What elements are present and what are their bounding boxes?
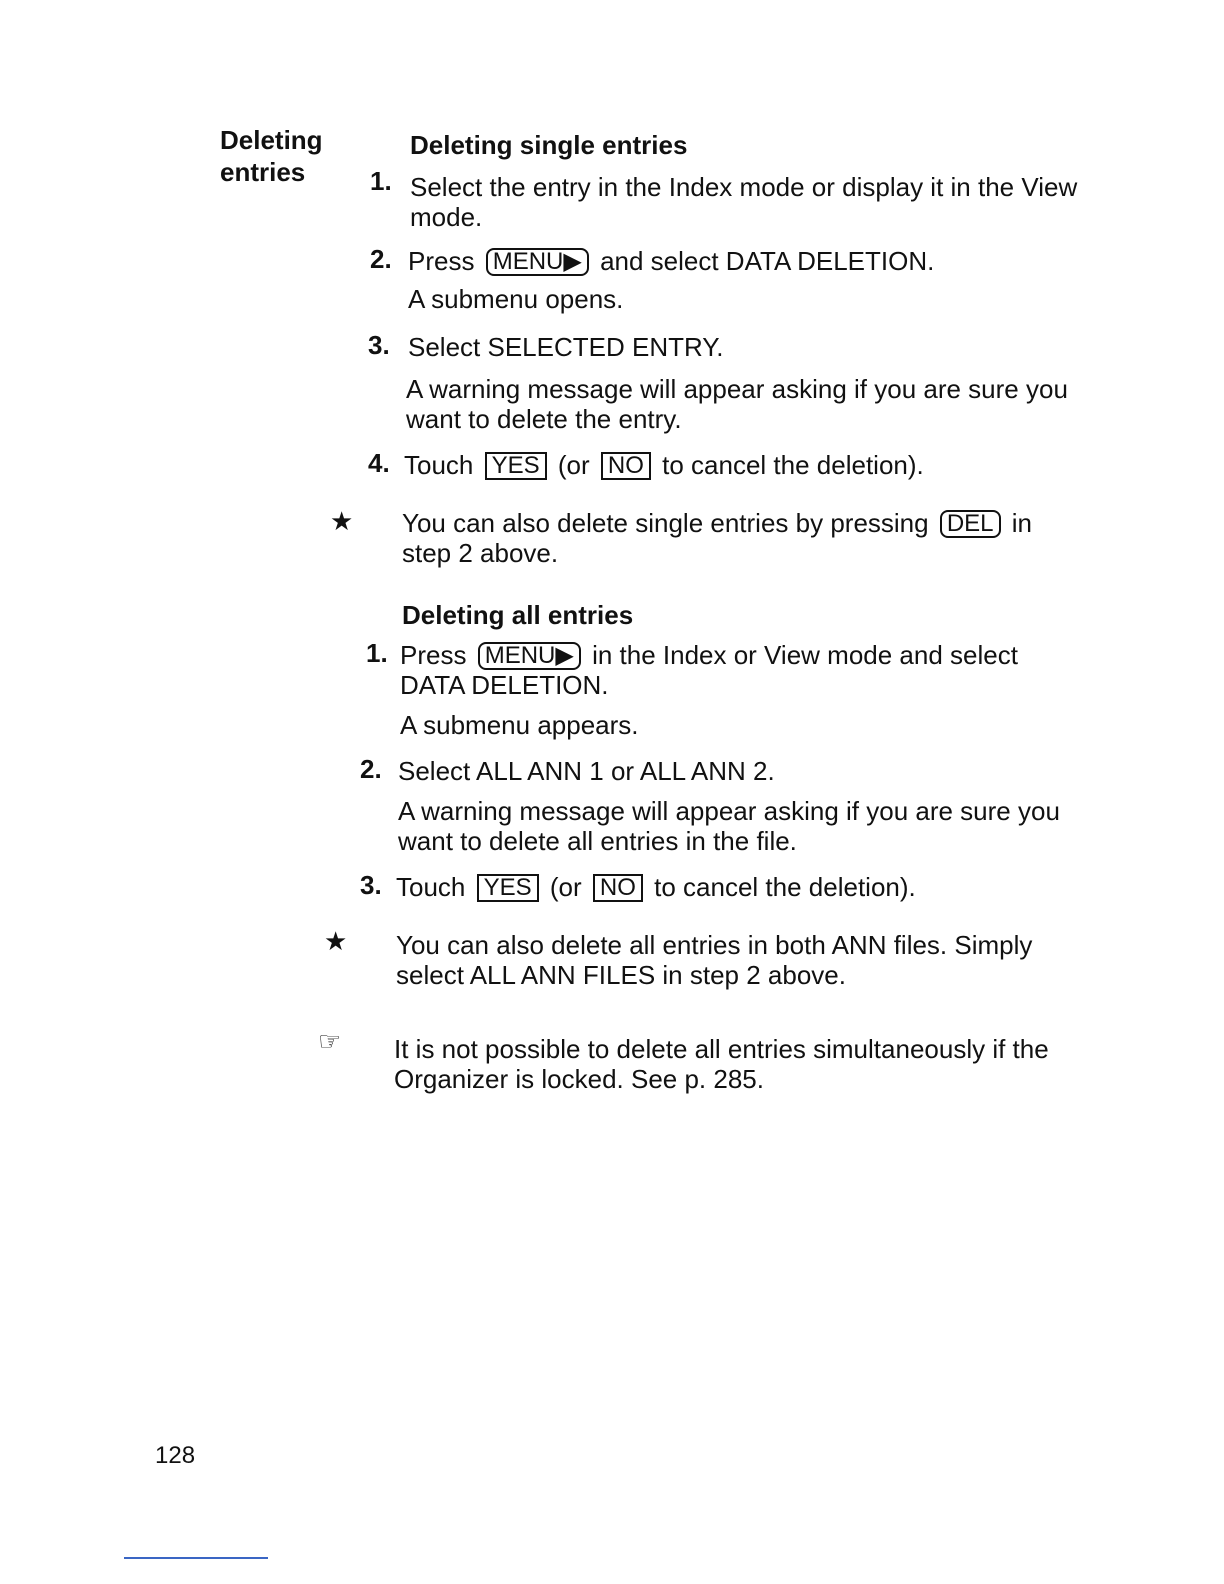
menu-key: MENU▶ [486,248,589,276]
step-text [396,872,1076,902]
step-text [408,246,1088,276]
step-number: 4. [368,448,390,478]
step-number: 3. [368,330,390,360]
step-text-pre: Press [408,246,475,276]
step-number: 3. [360,870,382,900]
step-text-mid: (or [549,872,582,902]
step-text-post: and select DATA DELETION. [600,246,935,276]
star-icon: ★ [330,506,354,536]
step-number: 2. [360,754,382,784]
side-heading-line-1: Deleting [220,125,323,155]
step-number: 1. [366,638,388,668]
step-subtext: A warning message will appear asking if you are sure you want to delete the entry. [406,374,1068,434]
step-subtext: A submenu opens. [408,284,624,314]
step-text [400,640,1060,700]
step-text: Select SELECTED ENTRY. [408,332,724,362]
section-title-all: Deleting all entries [402,600,634,630]
page-number: 128 [155,1442,196,1469]
pointing-hand-icon: ☞ [318,1026,342,1056]
footer-rule [124,1557,268,1559]
step-text-post: to cancel the deletion). [654,872,916,902]
no-key: NO [593,874,643,902]
step-text-mid: (or [557,450,590,480]
step-text-pre: Press [400,640,467,670]
tip-text [402,508,1082,568]
step-number: 2. [370,244,392,274]
no-key: NO [601,452,651,480]
step-subtext: A submenu appears. [400,710,639,740]
step-number: 1. [370,166,392,196]
side-heading-line-2: entries [220,157,306,187]
step-text-post: in the Index or View mode and select DATA DELETION. [400,640,1018,700]
step-text [404,450,1084,480]
tip-text-pre: You can also delete single entries by pressing [402,508,929,538]
yes-key: YES [477,874,539,902]
menu-key: MENU▶ [478,642,581,670]
side-heading [220,124,323,188]
del-key: DEL [940,510,1001,538]
step-subtext: A warning message will appear asking if you are sure you want to delete all entries in the file. [398,796,1060,856]
star-icon: ★ [324,926,348,956]
step-text-pre: Touch [404,450,474,480]
step-text: Select ALL ANN 1 or ALL ANN 2. [398,756,775,786]
tip-text-post: in step 2 above. [402,508,1033,568]
note-text: It is not possible to delete all entries simultaneously if the Organizer is locked. See p. 285. [394,1034,1049,1094]
step-text-pre: Touch [396,872,466,902]
yes-key: YES [485,452,547,480]
tip-text: You can also delete all entries in both ANN files. Simply select ALL ANN FILES in step 2 above. [396,930,1033,990]
step-text: Select the entry in the Index mode or display it in the View mode. [410,172,1078,232]
section-title-single: Deleting single entries [410,130,688,160]
step-text-post: to cancel the deletion). [662,450,924,480]
